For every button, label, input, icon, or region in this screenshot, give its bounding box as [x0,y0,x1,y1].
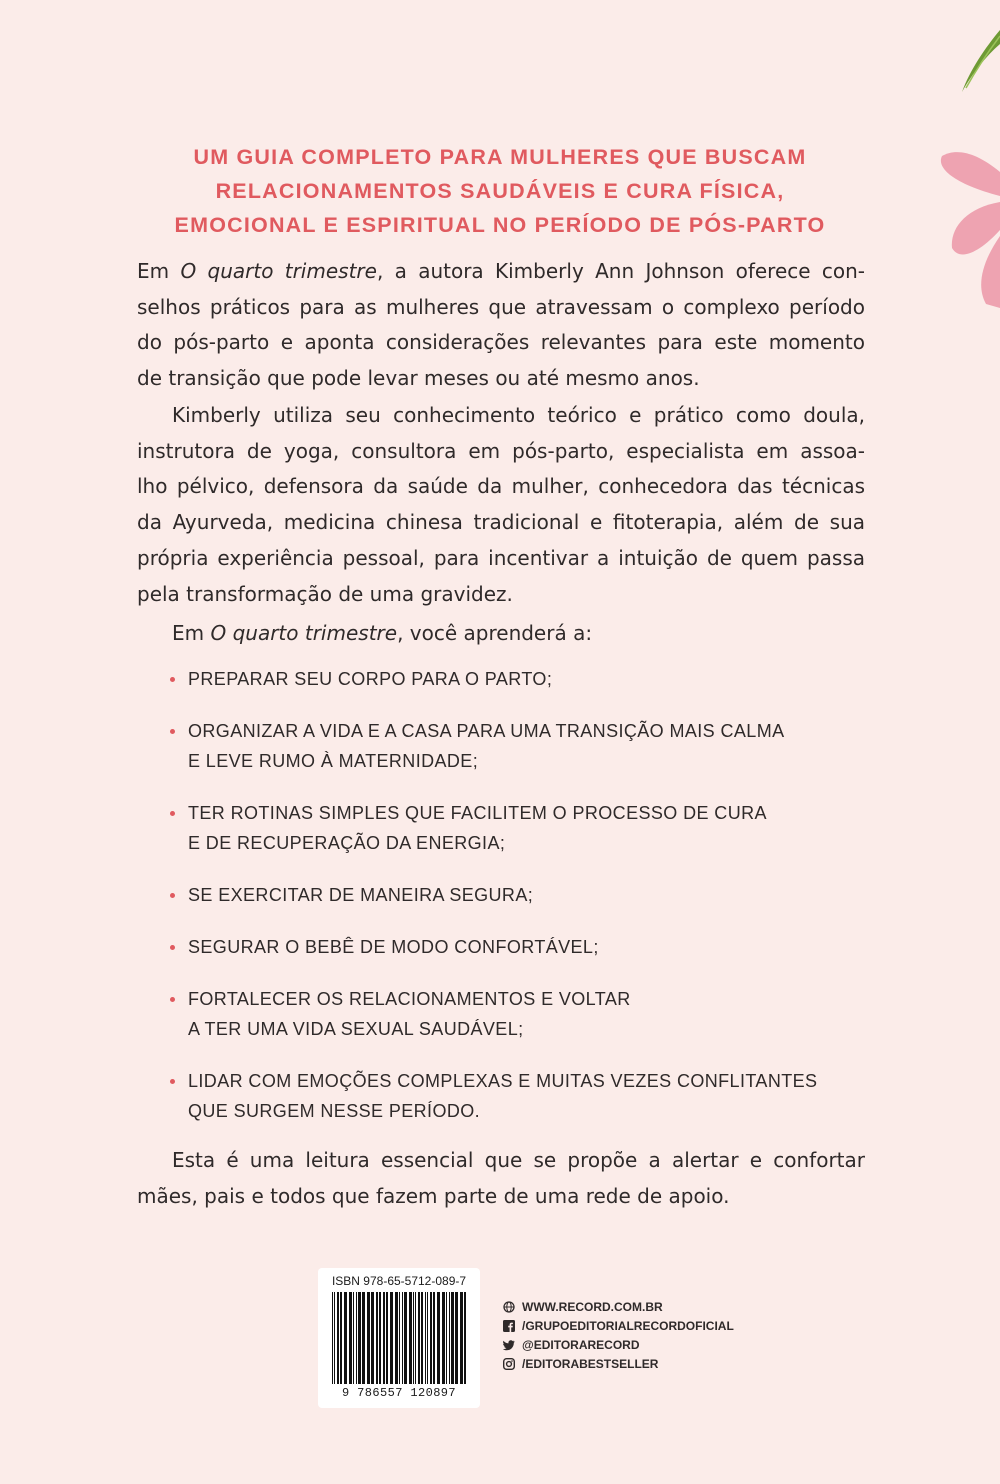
barcode-bar [464,1292,466,1384]
barcode-box [318,1268,480,1408]
isbn-digits: 9 786557 120897 [341,1386,457,1400]
link-website[interactable] [503,1297,734,1316]
list-item [170,932,870,962]
list-item-line: FORTALECER OS RELACIONAMENTOS E VOLTAR [188,989,631,1009]
link-text: /EDITORABESTSELLER [522,1356,659,1371]
barcode-bar [425,1292,426,1384]
flower-decoration [936,112,1000,312]
leaf-decoration [950,0,1000,100]
barcode-bar [415,1292,416,1384]
barcode-bar [371,1292,374,1384]
closing-line: Esta é uma leitura essencial que se propõe a alertar e confortar [172,1148,865,1172]
twitter-icon [503,1339,515,1351]
isbn-label: ISBN 978-65-5712-089-7 [331,1274,467,1288]
list-item-line: SE EXERCITAR DE MANEIRA SEGURA; [188,885,534,905]
list-item-line: QUE SURGEM NESSE PERÍODO. [188,1101,481,1121]
publisher-links [503,1297,734,1373]
closing-paragraph [137,1143,865,1214]
list-item-line: PREPARAR SEU CORPO PARA O PARTO; [188,669,553,689]
intro-line [137,254,865,290]
barcode-bar [367,1292,370,1384]
barcode-bar [358,1292,361,1384]
barcode-bar [332,1292,333,1384]
learn-intro [137,616,865,652]
barcode-bar [460,1292,463,1384]
barcode-bar [395,1292,398,1384]
learn-suffix: , você aprenderá a: [397,621,593,645]
learn-intro-line [137,616,865,652]
barcode-bar [437,1292,440,1384]
barcode-bar [451,1292,454,1384]
link-text: WWW.RECORD.COM.BR [522,1299,663,1314]
bio-line: lho pélvico, defensora da saúde da mulher, conhecedora das técnicas [137,474,865,499]
bullet-dot [170,1079,175,1084]
barcode-bar [449,1292,450,1384]
barcode-bar [430,1292,432,1384]
barcode-bar [427,1292,428,1384]
list-item [170,1066,870,1126]
headline-line: EMOCIONAL E ESPIRITUAL NO PERÍODO DE PÓS-PARTO [174,213,826,237]
barcode-bar [386,1292,388,1384]
list-item [170,716,870,776]
facebook-icon [503,1320,515,1332]
barcode-bar [446,1292,447,1384]
intro-line: selhos práticos para as mulheres que atravessam o complexo período [137,294,865,319]
barcode [332,1292,466,1384]
instagram-icon [503,1358,515,1370]
headline-line: UM GUIA COMPLETO PARA MULHERES QUE BUSCAM [193,145,807,169]
bio-line: instrutora de yoga, consultora em pós-parto, especialista em assoa- [137,438,865,463]
bullet-dot [170,811,175,816]
list-item-line: LIDAR COM EMOÇÕES COMPLEXAS E MUITAS VEZES CONFLITANTES [188,1071,818,1091]
list-item [170,880,870,910]
bullet-dot [170,677,175,682]
barcode-bar [344,1292,347,1384]
headline-line: RELACIONAMENTOS SAUDÁVEIS E CURA FÍSICA, [215,179,785,203]
link-instagram[interactable] [503,1354,734,1373]
link-text: /GRUPOEDITORIALRECORDOFICIAL [522,1318,734,1333]
barcode-bar [399,1292,400,1384]
bullet-dot [170,893,175,898]
barcode-bar [402,1292,403,1384]
intro-line: do pós-parto e aponta considerações relevantes para este momento [137,330,865,355]
list-item-line: A TER UMA VIDA SEXUAL SAUDÁVEL; [188,1019,524,1039]
list-item-line: TER ROTINAS SIMPLES QUE FACILITEM O PROCESSO DE CURA [188,803,767,823]
barcode-bar [421,1292,423,1384]
bio-paragraph [137,398,865,612]
barcode-bar [337,1292,339,1384]
bio-line: pela transformação de uma gravidez. [137,581,513,606]
list-item [170,798,870,858]
barcode-bar [413,1292,414,1384]
barcode-bar [433,1292,435,1384]
barcode-bar [362,1292,365,1384]
barcode-bar [455,1292,458,1384]
barcode-bar [404,1292,407,1384]
link-twitter[interactable] [503,1335,734,1354]
intro-paragraph [137,254,865,397]
list-item-line: E LEVE RUMO À MATERNIDADE; [188,751,479,771]
barcode-bar [383,1292,385,1384]
learn-list [170,664,870,1126]
barcode-bar [418,1292,420,1384]
book-title: O quarto trimestre [210,621,398,645]
list-item-line: SEGURAR O BEBÊ DE MODO CONFORTÁVEL; [188,937,599,957]
barcode-bar [334,1292,335,1384]
bio-line: própria experiência pessoal, para incentivar a intuição de quem passa [137,545,865,570]
bio-line: Kimberly utiliza seu conhecimento teórico e prático como doula, [172,403,865,427]
barcode-bar [442,1292,445,1384]
barcode-bar [349,1292,352,1384]
globe-icon [503,1301,515,1313]
barcode-bar [340,1292,342,1384]
barcode-bar [390,1292,393,1384]
barcode-bar [353,1292,354,1384]
list-item [170,984,870,1044]
headline [150,140,850,242]
bullet-dot [170,729,175,734]
bullet-dot [170,997,175,1002]
bio-line: da Ayurveda, medicina chinesa tradicional e fitoterapia, além de sua [137,510,865,535]
link-facebook[interactable] [503,1316,734,1335]
book-title: O quarto trimestre [180,259,377,283]
list-item [170,664,870,694]
bullet-dot [170,945,175,950]
barcode-bar [376,1292,378,1384]
closing-line: mães, pais e todos que fazem parte de uma rede de apoio. [137,1183,730,1208]
learn-prefix: Em [172,621,211,645]
barcode-bar [356,1292,357,1384]
list-item-line: E DE RECUPERAÇÃO DA ENERGIA; [188,833,506,853]
intro-line: de transição que pode levar meses ou até mesmo anos. [137,366,700,391]
barcode-bar [379,1292,381,1384]
link-text: @EDITORARECORD [522,1337,640,1352]
intro-em: Em [137,259,181,283]
barcode-bar [409,1292,412,1384]
intro-rest: , a autora Kimberly Ann Johnson oferece con- [376,259,865,283]
list-item-line: ORGANIZAR A VIDA E A CASA PARA UMA TRANSIÇÃO MAIS CALMA [188,721,785,741]
